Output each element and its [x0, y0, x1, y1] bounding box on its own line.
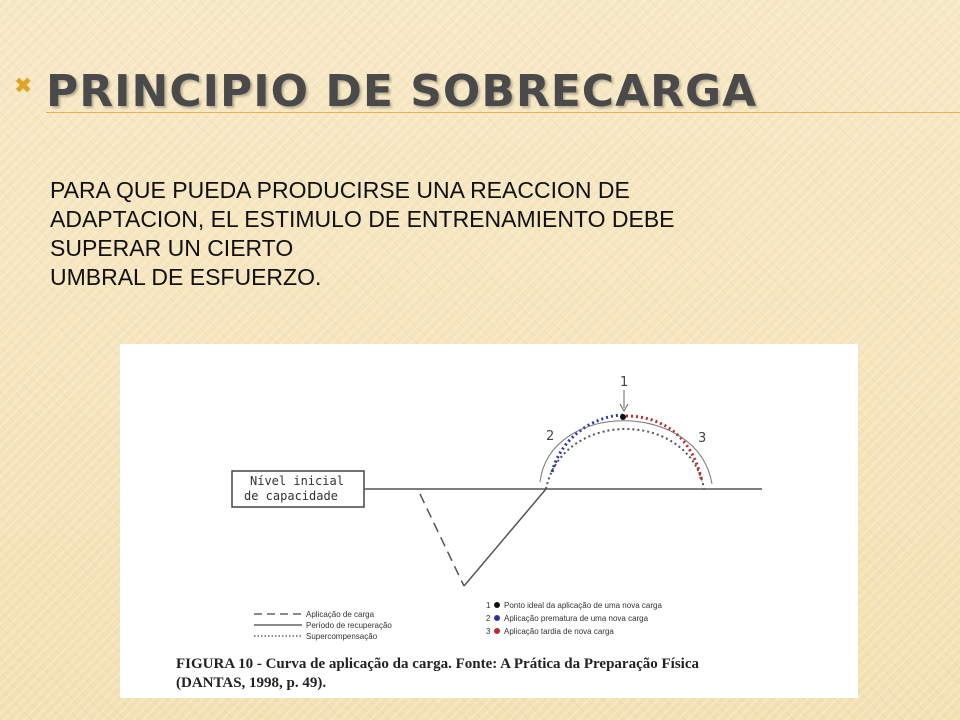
late-application-dots [626, 416, 702, 482]
point-label-3: 3 [698, 431, 707, 446]
box-label-line2: de capacidade [244, 489, 338, 503]
slide-title: PRINCIPIO DE SOBRECARGA [46, 66, 758, 117]
premature-application-dots [552, 415, 626, 472]
legend-blue-dot [494, 615, 500, 621]
slide-body-text [50, 176, 940, 292]
figure-caption-line2: (DANTAS, 1998, p. 49). [176, 675, 327, 691]
point-label-2: 2 [546, 429, 555, 444]
x-mark-icon: ✖ [14, 74, 33, 99]
body-line: UMBRAL DE ESFUERZO. [50, 264, 322, 290]
box-label-line1: Nível inicial [250, 474, 344, 488]
body-line: PARA QUE PUEDA PRODUCIRSE UNA REACCION DE [50, 177, 630, 203]
legend-red-dot [494, 628, 500, 634]
overload-figure [120, 344, 858, 698]
arc-bracket [540, 421, 712, 484]
legend-text-supercompensation: Supercompensação [306, 632, 378, 641]
figure-caption-line1: FIGURA 10 - Curva de aplicação da carga. Fonte: A Prática da Preparação Física [176, 656, 699, 672]
load-application-line [420, 494, 464, 586]
legend-point-num-1: 1 [486, 601, 491, 610]
body-line: ADAPTACION, EL ESTIMULO DE ENTRENAMIENTO DEBE [50, 206, 675, 232]
legend-black-dot [494, 602, 500, 608]
legend-text-recovery: Período de recuperação [306, 621, 392, 630]
point-label-1: 1 [620, 375, 629, 390]
recovery-line [464, 489, 546, 586]
legend-point-num-3: 3 [486, 627, 491, 636]
body-line: SUPERAR UN CIERTO [50, 235, 294, 261]
ideal-point-marker [620, 414, 626, 420]
legend-text-load: Aplicação de carga [306, 610, 375, 619]
legend-point-text-2: Aplicação prematura de uma nova carga [504, 614, 649, 623]
load-curve-diagram [120, 344, 858, 698]
legend-point-num-2: 2 [486, 614, 491, 623]
title-underline [46, 112, 960, 113]
legend-point-text-3: Aplicação tardia de nova carga [504, 627, 614, 636]
legend-point-text-1: Ponto ideal da aplicação de uma nova carga [504, 601, 662, 610]
